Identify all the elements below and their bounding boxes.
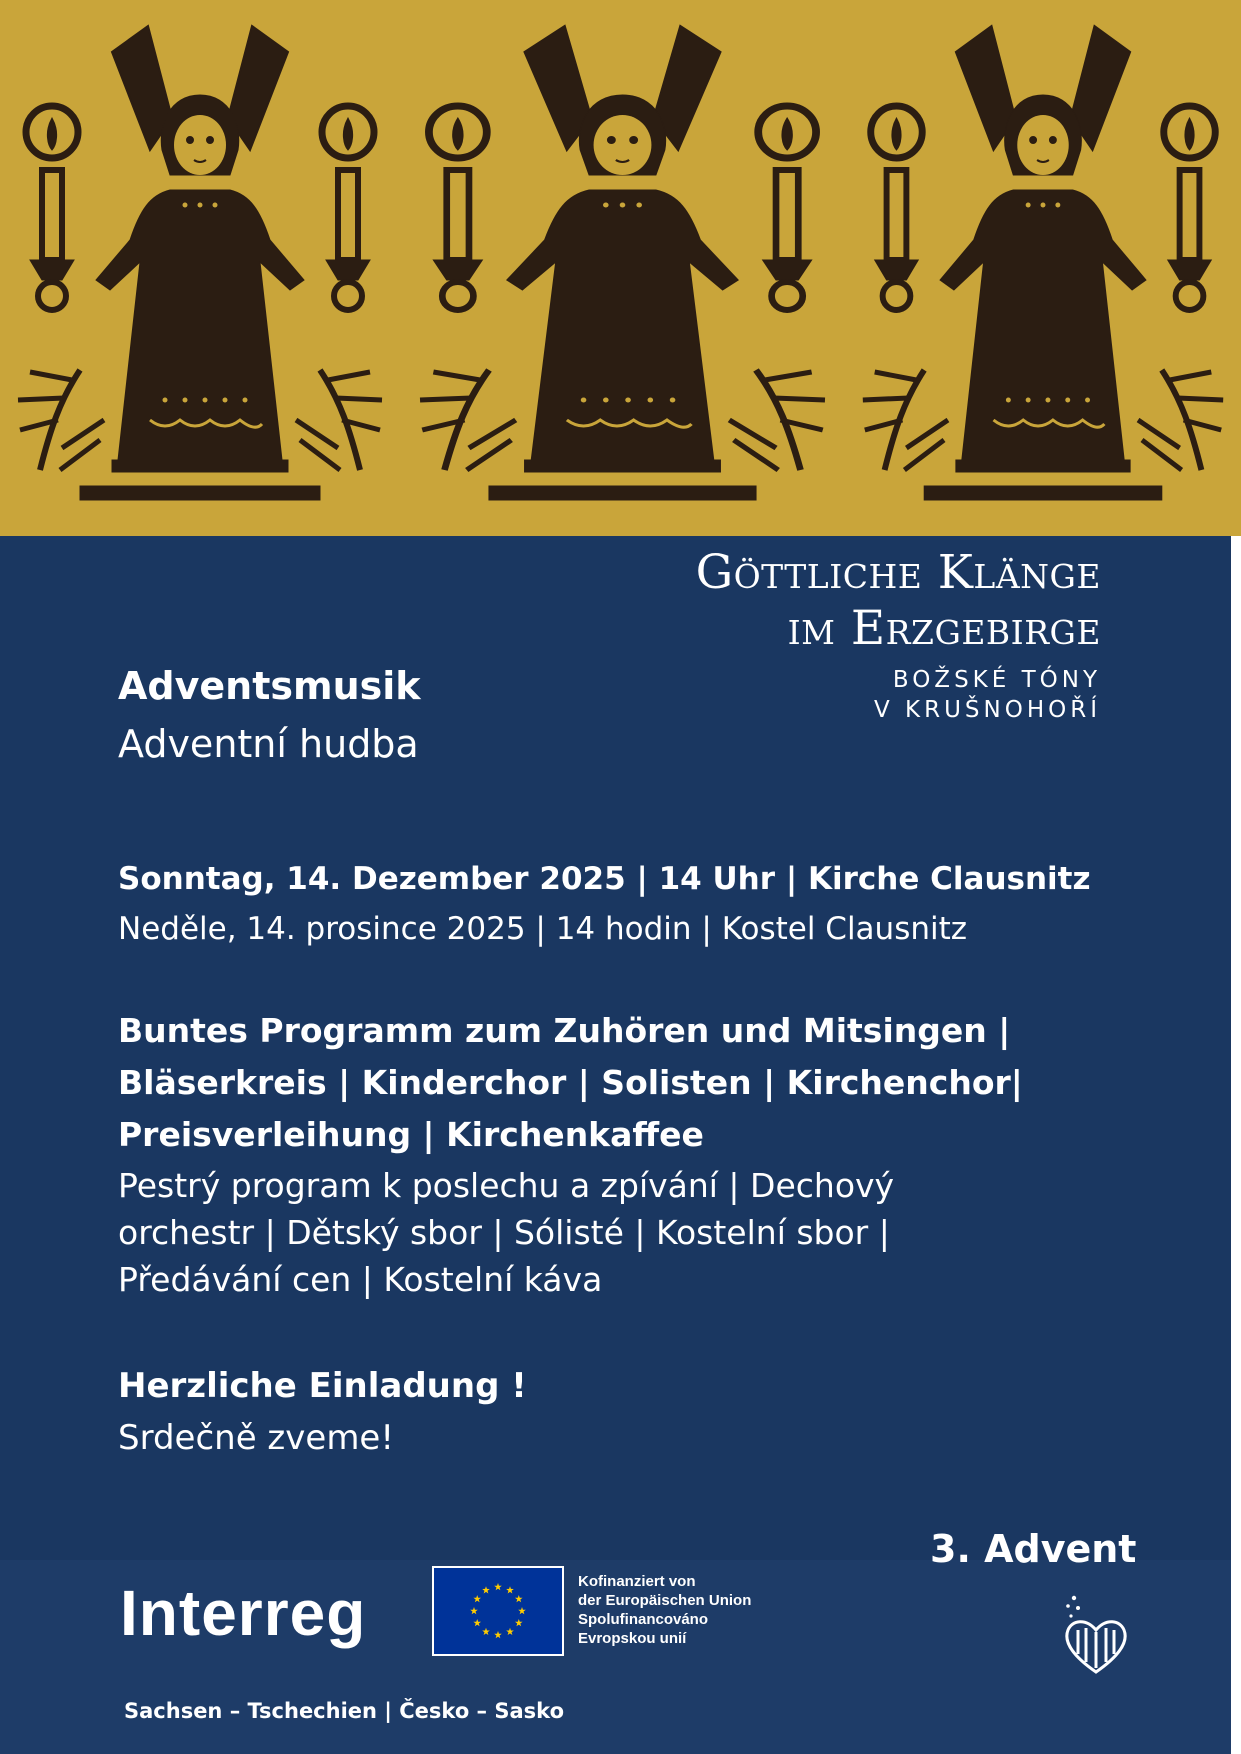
region-label: Sachsen – Tschechien | Česko – Sasko [124,1699,564,1723]
angel-image-2 [400,0,845,536]
right-edge-strip [1231,536,1241,1754]
eu-star [482,1628,490,1635]
brand-cz-line1: BOŽSKÉ TÓNY [892,667,1101,693]
papercut-banner [0,0,1241,536]
program-de: Buntes Programm zum Zuhören und Mitsingen | Bläserkreis | Kinderchor | Solisten | Kirchenchor| Preisverleihung | Kirchenkaffee [118,1011,1023,1154]
event-title-cz: Adventní hudba [118,722,419,766]
brand-cz-line2: V KRUŠNOHOŘÍ [873,697,1101,723]
eu-star [494,1583,502,1590]
eu-star [482,1586,490,1593]
eu-cofinance-text [578,1572,751,1648]
brand-title-line1: Göttliche Klänge [695,545,1101,600]
eu-star [515,1595,523,1602]
advent-label: 3. Advent [930,1527,1137,1571]
heart-stars-logo-icon [1060,1592,1132,1676]
eu-star [506,1586,514,1593]
event-date-cz: Neděle, 14. prosince 2025 | 14 hodin | Kostel Clausnitz [118,911,968,947]
eu-line-3: Spolufinancováno [578,1611,709,1628]
brand-title-line2: im Erzgebirge [787,601,1101,656]
eu-flag-icon [432,1566,564,1656]
eu-star [506,1628,514,1635]
eu-star [470,1607,478,1614]
interreg-logo: Interreg [120,1577,367,1649]
eu-star [494,1631,502,1638]
event-title-de: Adventsmusik [118,664,421,708]
angel-image-1 [0,0,400,536]
invitation-de: Herzliche Einladung ! [118,1366,527,1406]
event-date-de: Sonntag, 14. Dezember 2025 | 14 Uhr | Kirche Clausnitz [118,861,1091,897]
eu-line-2: der Europäischen Union [578,1592,752,1609]
eu-line-4: Evropskou unií [578,1630,687,1647]
eu-line-1: Kofinanziert von [578,1573,696,1590]
invitation-cz: Srdečně zveme! [118,1418,394,1458]
eu-star [473,1619,481,1626]
eu-star [515,1619,523,1626]
brand-logo-text [696,545,1101,725]
eu-star [518,1607,526,1614]
eu-star [473,1595,481,1602]
program-cz: Pestrý program k poslechu a zpívání | Dechový orchestr | Dětský sbor | Sólisté | Kostelní sbor | Předávání cen | Kostelní káva [118,1166,895,1299]
angel-image-3 [845,0,1241,536]
